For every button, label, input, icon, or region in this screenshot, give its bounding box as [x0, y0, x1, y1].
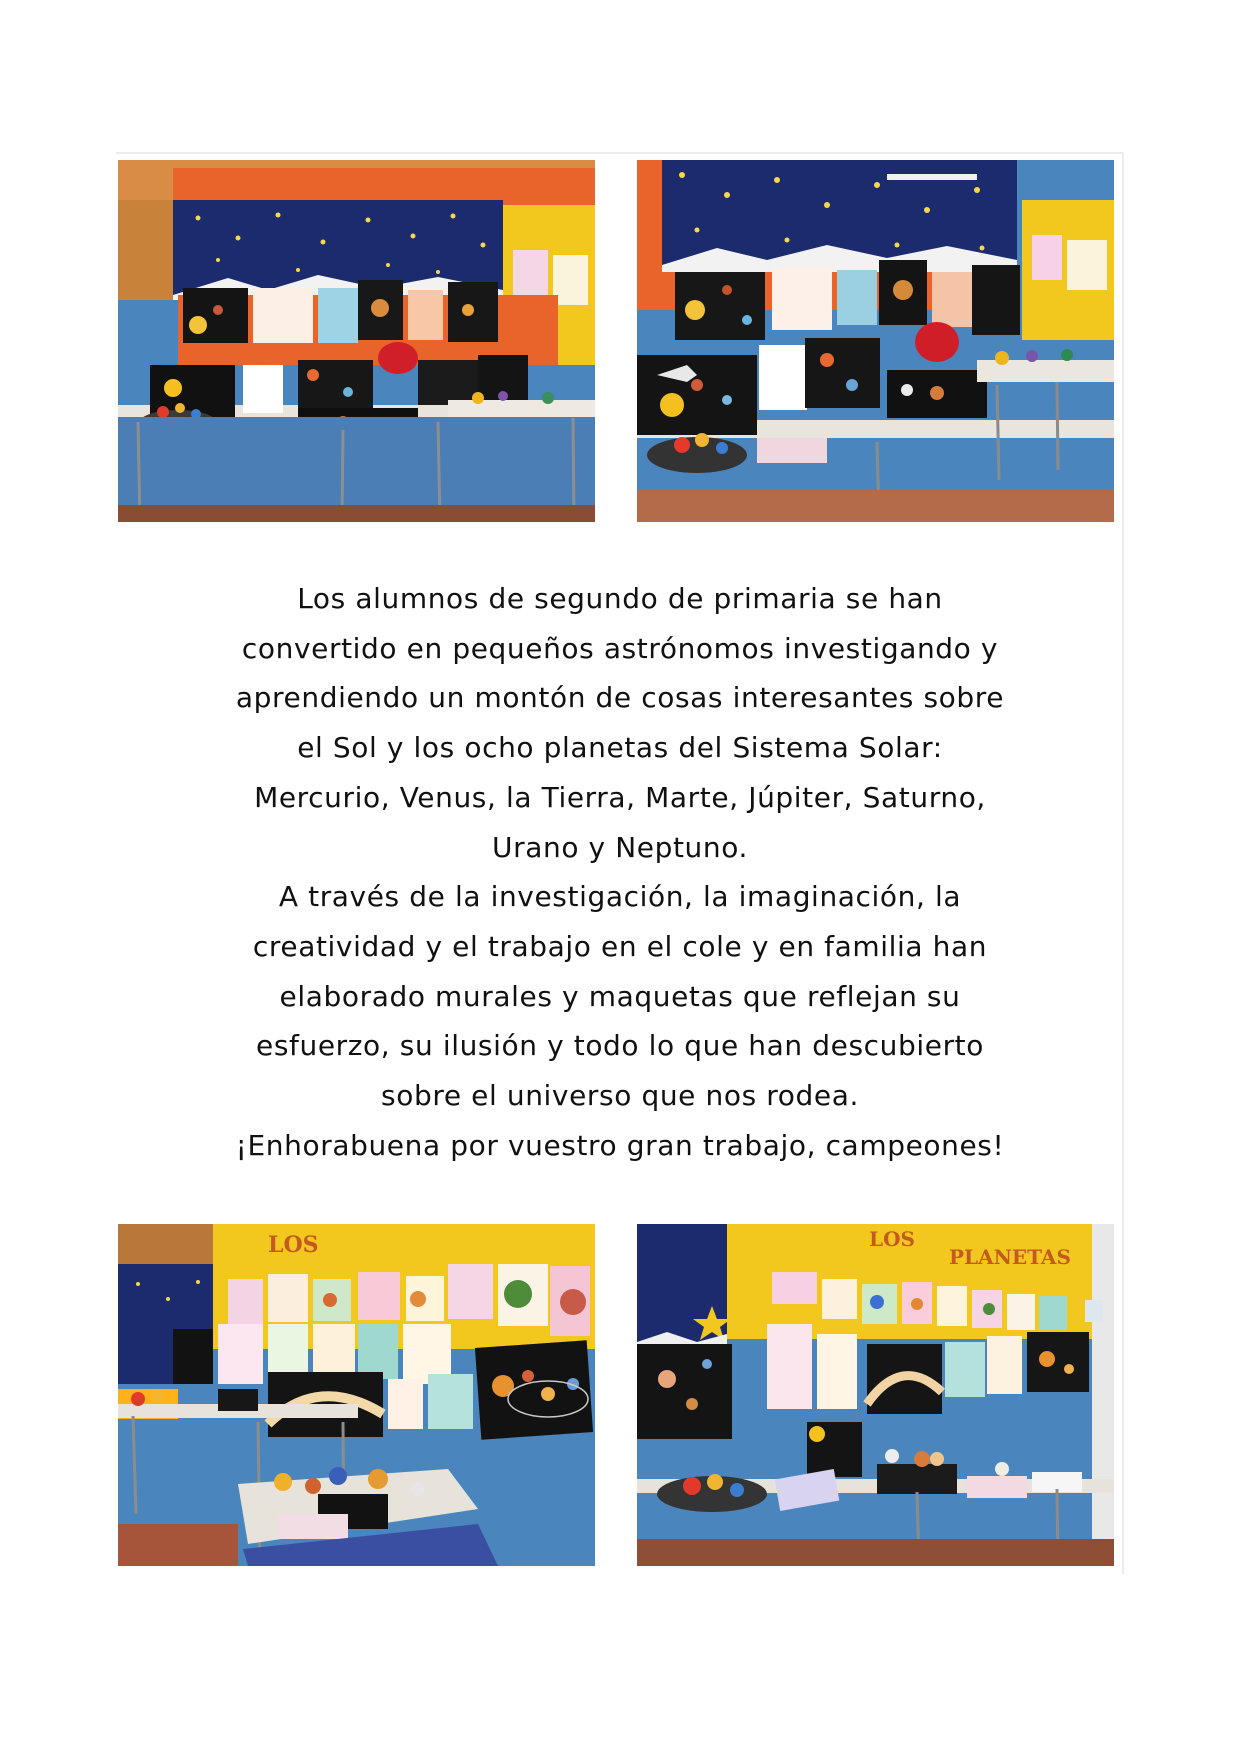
description-text [150, 574, 1090, 1170]
text-line: A través de la investigación, la imaginación, la [278, 880, 962, 914]
mural-banner-text: PLANETAS [949, 1245, 1071, 1269]
text-line: esfuerzo, su ilusión y todo lo que han descubierto [256, 1029, 984, 1063]
text-line: sobre el universo que nos rodea. [381, 1079, 859, 1113]
mural-banner-text: LOS [869, 1227, 915, 1251]
text-line: convertido en pequeños astrónomos investigando y [241, 631, 999, 665]
text-line: Los alumnos de segundo de primaria se han [297, 582, 943, 615]
text-line: creatividad y el trabajo en el cole y en familia han [252, 929, 988, 963]
paragraph-intro [150, 574, 1090, 872]
exhibition-photo-1 [118, 160, 595, 522]
text-line: el Sol y los ocho planetas del Sistema Solar: [297, 731, 943, 765]
paragraph-work [150, 872, 1090, 1121]
text-line: ¡Enhorabuena por vuestro gran trabajo, campeones! [235, 1128, 1005, 1162]
mural-banner-text: LOS [268, 1232, 319, 1258]
text-line: Mercurio, Venus, la Tierra, Marte, Júpiter, Saturno, [254, 780, 986, 814]
text-line: elaborado murales y maquetas que reflejan su [279, 979, 961, 1013]
text-line: Urano y Neptuno. [492, 830, 748, 864]
exhibition-photo-4 [637, 1224, 1114, 1566]
text-line: aprendiendo un montón de cosas interesantes sobre [235, 681, 1005, 715]
exhibition-photo-3 [118, 1224, 595, 1566]
paragraph-congrats [150, 1121, 1090, 1171]
exhibition-photo-2 [637, 160, 1114, 522]
